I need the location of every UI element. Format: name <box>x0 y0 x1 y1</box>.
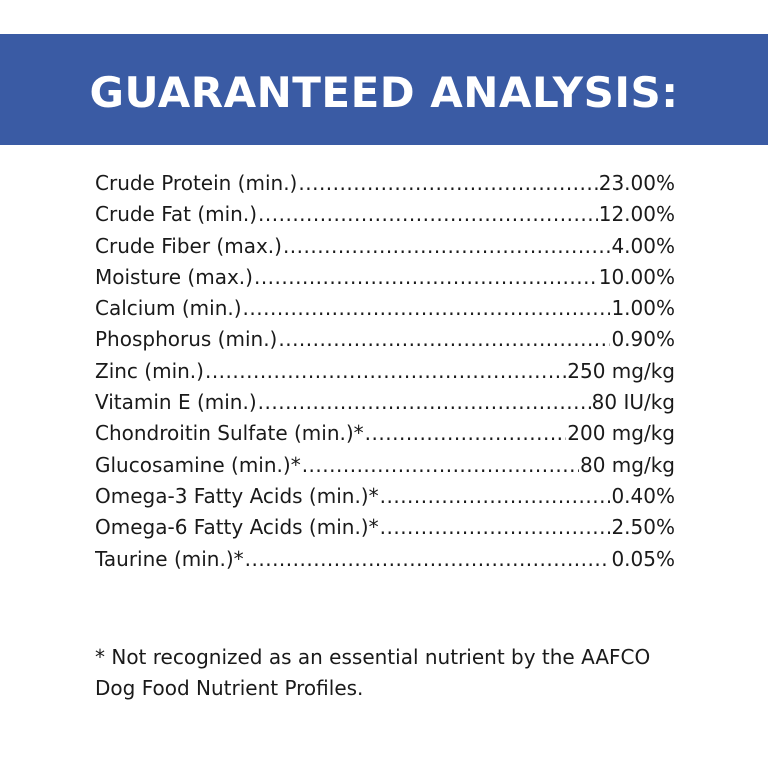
analysis-row <box>95 168 675 199</box>
nutrient-name: Omega-3 Fatty Acids (min.)* <box>95 483 379 508</box>
analysis-row <box>95 231 675 262</box>
nutrient-value: 0.90% <box>611 327 675 352</box>
footnote <box>95 642 695 704</box>
dot-leader <box>380 481 611 512</box>
analysis-row <box>95 356 675 387</box>
nutrient-name: Omega-6 Fatty Acids (min.)* <box>95 515 379 540</box>
analysis-row <box>95 544 675 575</box>
dot-leader <box>243 293 611 324</box>
nutrient-value: 2.50% <box>611 515 675 540</box>
nutrient-name: Chondroitin Sulfate (min.)* <box>95 421 364 446</box>
dot-leader <box>298 168 597 199</box>
nutrient-name: Crude Protein (min.) <box>95 171 298 195</box>
footnote-line: Dog Food Nutrient Profiles. <box>95 676 364 700</box>
analysis-row <box>95 450 675 481</box>
analysis-row <box>95 324 675 355</box>
dot-leader <box>278 324 610 355</box>
nutrient-name: Vitamin E (min.) <box>95 390 257 415</box>
dot-leader <box>258 387 591 418</box>
header-banner <box>0 34 768 145</box>
analysis-row <box>95 512 675 543</box>
nutrient-name: Zinc (min.) <box>95 358 204 383</box>
dot-leader <box>258 199 598 230</box>
dot-leader <box>283 231 611 262</box>
nutrient-value: 23.00% <box>598 171 675 195</box>
nutrient-name: Taurine (min.)* <box>95 546 244 571</box>
analysis-row <box>95 418 675 449</box>
nutrient-value: 10.00% <box>598 264 675 289</box>
dot-leader <box>302 450 579 481</box>
analysis-row <box>95 262 675 293</box>
nutrient-value: 250 mg/kg <box>567 358 675 383</box>
nutrient-value: 4.00% <box>611 233 675 258</box>
analysis-row <box>95 481 675 512</box>
nutrient-value: 12.00% <box>598 202 675 227</box>
nutrient-value: 200 mg/kg <box>567 421 675 446</box>
nutrient-value: 0.40% <box>611 483 675 508</box>
footnote-line: * Not recognized as an essential nutrient by the AAFCO <box>95 645 651 669</box>
nutrient-value: 80 IU/kg <box>591 390 675 415</box>
nutrient-name: Glucosamine (min.)* <box>95 452 301 477</box>
dot-leader <box>245 544 611 575</box>
guaranteed-analysis-list <box>95 168 675 575</box>
nutrient-name: Crude Fat (min.) <box>95 202 258 227</box>
nutrient-value: 80 mg/kg <box>580 452 675 477</box>
dot-leader <box>254 262 598 293</box>
nutrient-name: Moisture (max.) <box>95 264 253 289</box>
dot-leader <box>205 356 566 387</box>
page-title: GUARANTEED ANALYSIS: <box>89 68 679 117</box>
nutrient-name: Calcium (min.) <box>95 296 242 321</box>
nutrient-value: 0.05% <box>611 546 675 571</box>
dot-leader <box>365 418 567 449</box>
nutrient-name: Crude Fiber (max.) <box>95 233 282 258</box>
analysis-row <box>95 199 675 230</box>
dot-leader <box>380 512 611 543</box>
analysis-row <box>95 387 675 418</box>
analysis-row <box>95 293 675 324</box>
nutrient-value: 1.00% <box>611 296 675 321</box>
nutrient-name: Phosphorus (min.) <box>95 327 278 352</box>
